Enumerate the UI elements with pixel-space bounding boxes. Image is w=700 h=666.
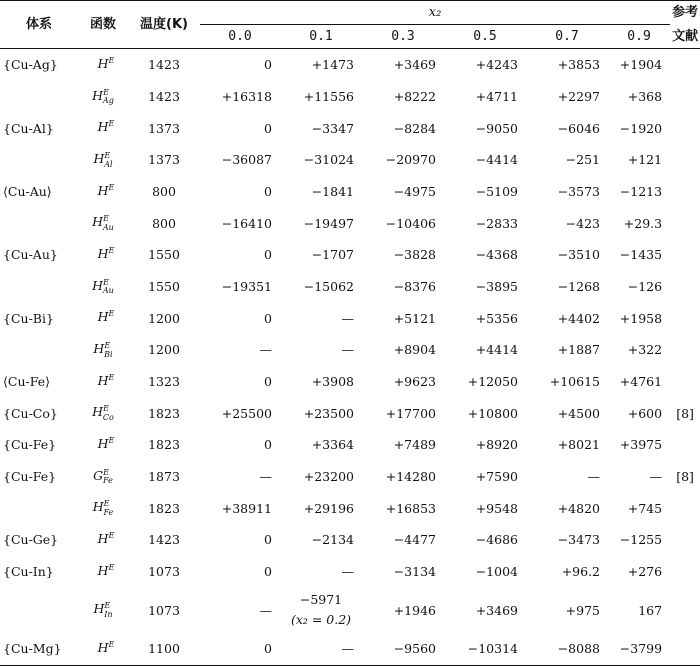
value-cell: +3469 <box>393 57 436 73</box>
function-letter: H <box>97 372 109 388</box>
table-row <box>0 334 700 366</box>
value-cell: −8376 <box>393 278 436 294</box>
table-row <box>0 492 700 524</box>
table-body <box>0 49 700 666</box>
function-symbol <box>78 112 128 144</box>
table-row <box>0 176 700 208</box>
function-symbol <box>78 633 128 665</box>
value-cell: 0 <box>264 373 272 389</box>
header-system: 体系 <box>0 1 78 49</box>
system-cell: ⟨Cu-Au⟩ <box>3 183 52 199</box>
function-symbol <box>78 524 128 556</box>
value-cell: +276 <box>627 563 663 579</box>
value-cell: −6046 <box>557 120 600 136</box>
function-symbol <box>78 366 128 398</box>
value-cell: +16318 <box>221 88 272 104</box>
function-letter: H <box>92 277 104 293</box>
reference-cell <box>670 112 700 144</box>
reference-cell <box>670 587 700 633</box>
function-superscript: E <box>108 562 115 572</box>
value-cell: +96.2 <box>561 563 600 579</box>
system-cell: {Cu-Fe} <box>3 437 57 453</box>
value-cell: +3975 <box>619 437 663 453</box>
value-cell: +12050 <box>467 373 518 389</box>
value-cell: −4686 <box>475 532 518 548</box>
function-symbol <box>78 207 128 239</box>
value-cell: +38911 <box>221 500 272 516</box>
function-subscript: Au <box>102 286 114 296</box>
value-cell: −31024 <box>303 152 354 168</box>
value-cell: +10800 <box>467 405 518 421</box>
value-cell: −10406 <box>385 215 436 231</box>
function-letter: H <box>92 499 104 515</box>
value-cell: +368 <box>627 88 663 104</box>
function-letter: H <box>97 309 109 325</box>
temperature-cell: 1823 <box>148 437 180 453</box>
temperature-cell: 800 <box>152 183 176 199</box>
function-superscript: E <box>104 150 111 160</box>
reference-cell <box>670 271 700 303</box>
value-cell: 0 <box>264 563 272 579</box>
value-cell: — <box>587 468 600 484</box>
function-superscript: E <box>108 119 115 129</box>
table-row <box>0 112 700 144</box>
header-ref-2: 文献 <box>670 25 700 49</box>
value-cell: 0 <box>264 532 272 548</box>
function-symbol <box>78 461 128 493</box>
reference-cell <box>670 81 700 113</box>
value-cell: +29.3 <box>623 215 663 231</box>
temperature-cell: 1873 <box>148 468 180 484</box>
value-cell: +5356 <box>475 310 518 326</box>
value-cell: −1707 <box>311 247 354 263</box>
temperature-cell: 1373 <box>148 120 180 136</box>
value-cell: −9050 <box>475 120 518 136</box>
function-subscript: Fe <box>102 476 113 486</box>
value-cell: +3469 <box>475 602 518 618</box>
value-cell: −2833 <box>475 215 518 231</box>
value-cell: +29196 <box>303 500 354 516</box>
value-cell: +16853 <box>385 500 436 516</box>
value-cell: — <box>259 342 272 358</box>
system-cell: {Cu-Ag} <box>3 57 58 73</box>
value-cell: +3853 <box>557 57 600 73</box>
value-cell: +4414 <box>475 342 518 358</box>
value-cell: 167 <box>638 602 663 618</box>
value-cell: +1904 <box>619 57 663 73</box>
value-cell: +1958 <box>619 310 663 326</box>
header-temperature: 温度(K) <box>128 1 200 49</box>
value-cell: +2297 <box>557 88 600 104</box>
temperature-cell: 1073 <box>148 563 180 579</box>
value-cell: — <box>649 468 663 484</box>
value-cell: 0 <box>200 633 280 665</box>
function-superscript: E <box>103 87 109 97</box>
temperature-cell: 1550 <box>148 247 180 263</box>
reference-cell: [8] <box>676 468 694 484</box>
table-row <box>0 587 700 633</box>
header-col: 0.5 <box>444 25 526 49</box>
function-subscript: Fe <box>103 507 114 517</box>
system-cell <box>0 144 78 176</box>
header-col: 0.3 <box>362 25 444 49</box>
function-superscript: E <box>103 467 109 477</box>
header-ref-1: 参考 <box>670 1 700 25</box>
function-letter: H <box>92 214 104 230</box>
reference-cell <box>670 239 700 271</box>
value-cell: −251 <box>565 152 600 168</box>
value-cell: −1435 <box>619 247 663 263</box>
function-letter: H <box>97 531 109 546</box>
reference-cell <box>670 556 700 588</box>
system-cell: {Cu-In} <box>3 563 54 579</box>
temperature-cell: 1073 <box>148 602 180 618</box>
temperature-cell: 1200 <box>148 310 180 326</box>
value-top: −5971 <box>299 592 343 608</box>
header-col: 0.7 <box>526 25 608 49</box>
temperature-cell: 1323 <box>148 373 180 389</box>
function-letter: H <box>97 56 109 72</box>
table-row <box>0 81 700 113</box>
value-cell: +17700 <box>385 405 436 421</box>
value-cell: −1255 <box>619 532 663 548</box>
value-cell: −19351 <box>221 278 272 294</box>
table-row <box>0 397 700 429</box>
system-cell <box>0 587 78 633</box>
function-symbol <box>78 556 128 588</box>
system-cell: {Cu-Co} <box>3 405 58 421</box>
value-cell: +4761 <box>619 373 663 389</box>
value-cell: −3134 <box>393 563 436 579</box>
system-cell: ⟨Cu-Fe⟩ <box>3 373 50 389</box>
table-row <box>0 271 700 303</box>
temperature-cell: 1100 <box>128 633 200 665</box>
reference-cell <box>670 524 700 556</box>
header-x2: x₂ <box>200 1 670 25</box>
value-cell: −20970 <box>385 152 436 168</box>
function-symbol <box>78 176 128 208</box>
function-symbol <box>78 334 128 366</box>
system-cell: {Cu-Mg} <box>0 633 78 665</box>
function-letter: H <box>97 119 109 135</box>
value-cell: −1920 <box>619 120 663 136</box>
value-cell: −1268 <box>557 278 600 294</box>
table-row <box>0 429 700 461</box>
value-cell: +4500 <box>557 405 600 421</box>
value-cell: +8222 <box>393 88 436 104</box>
table-row <box>0 556 700 588</box>
temperature-cell: 1423 <box>148 532 180 548</box>
function-symbol <box>78 429 128 461</box>
function-letter: H <box>92 404 104 420</box>
function-symbol <box>78 239 128 271</box>
value-cell: +8021 <box>557 437 600 453</box>
function-letter: H <box>93 601 105 617</box>
value-cell: +3908 <box>311 373 354 389</box>
function-superscript: E <box>103 404 109 414</box>
function-subscript: Co <box>102 412 114 422</box>
value-cell: −10314 <box>444 633 526 665</box>
value-cell: −3895 <box>475 278 518 294</box>
value-cell: +7590 <box>475 468 518 484</box>
header-function: 函数 <box>78 1 128 49</box>
system-cell: {Cu-Ge} <box>3 532 59 548</box>
value-cell: — <box>259 602 272 618</box>
table-row <box>0 461 700 493</box>
value-cell: 0 <box>264 437 272 453</box>
value-cell: −8284 <box>393 120 436 136</box>
reference-cell <box>670 334 700 366</box>
function-letter: G <box>93 467 104 483</box>
table-row <box>0 239 700 271</box>
value-cell: −19497 <box>303 215 354 231</box>
value-cell: −4414 <box>475 152 518 168</box>
reference-cell <box>670 429 700 461</box>
value-cell: −5109 <box>475 183 518 199</box>
value-cell: +4711 <box>475 88 518 104</box>
value-cell: −1213 <box>619 183 663 199</box>
value-cell: −126 <box>627 278 663 294</box>
system-cell: {Cu-Al} <box>3 120 54 136</box>
value-cell: — <box>341 310 354 326</box>
value-cell: −1004 <box>475 563 518 579</box>
table-row <box>0 207 700 239</box>
function-letter: H <box>93 341 105 357</box>
function-superscript: E <box>108 56 115 65</box>
function-superscript: E <box>103 499 110 509</box>
value-cell: +10615 <box>549 373 600 389</box>
reference-cell: [8] <box>676 405 694 421</box>
value-cell: — <box>341 342 354 358</box>
value-cell: −1841 <box>311 183 354 199</box>
header-col: 0.0 <box>200 25 280 49</box>
function-symbol <box>78 302 128 334</box>
temperature-cell: 1823 <box>148 500 180 516</box>
value-cell: +4820 <box>557 500 600 516</box>
value-cell-two-line <box>280 587 362 633</box>
temperature-cell: 1823 <box>148 405 180 421</box>
value-cell: −4975 <box>393 183 436 199</box>
temperature-cell: 1373 <box>148 152 180 168</box>
value-cell: 0 <box>264 183 272 199</box>
temperature-cell: 1423 <box>148 57 180 73</box>
value-cell: 0 <box>264 57 272 73</box>
header-col: 0.9 <box>608 25 670 49</box>
function-superscript: E <box>108 245 115 255</box>
function-superscript: E <box>104 601 111 611</box>
system-cell: {Cu-Au} <box>3 247 58 263</box>
function-symbol <box>78 397 128 429</box>
function-letter: H <box>92 87 104 103</box>
system-cell <box>0 492 78 524</box>
reference-cell <box>670 366 700 398</box>
value-cell: +975 <box>565 602 600 618</box>
function-superscript: E <box>108 182 115 192</box>
value-cell: — <box>280 633 362 665</box>
value-cell: +1473 <box>311 57 354 73</box>
value-cell: −16410 <box>221 215 272 231</box>
function-symbol <box>78 587 128 633</box>
value-cell: −4477 <box>393 532 436 548</box>
function-subscript: In <box>104 609 113 619</box>
function-subscript: Al <box>104 159 113 169</box>
table-row <box>0 144 700 176</box>
value-cell: +4402 <box>557 310 600 326</box>
value-cell: +23200 <box>303 468 354 484</box>
function-letter: H <box>97 562 109 578</box>
value-cell: −3510 <box>557 247 600 263</box>
value-cell: +7489 <box>393 437 436 453</box>
value-cell: 0 <box>264 247 272 263</box>
value-cell: −3573 <box>557 183 600 199</box>
function-letter: H <box>97 436 109 452</box>
value-cell: 0 <box>264 310 272 326</box>
value-cell: +9623 <box>393 373 436 389</box>
function-superscript: E <box>103 277 109 287</box>
value-cell: −9560 <box>362 633 444 665</box>
value-cell: −3828 <box>393 247 436 263</box>
function-symbol <box>78 144 128 176</box>
value-cell: −3799 <box>608 633 670 665</box>
value-cell: −15062 <box>303 278 354 294</box>
table-row <box>0 302 700 334</box>
table-row <box>0 49 700 81</box>
function-letter: H <box>97 640 109 656</box>
value-cell: +600 <box>627 405 663 421</box>
value-cell: +1887 <box>557 342 600 358</box>
function-letter: H <box>93 151 105 167</box>
value-cell: −8088 <box>526 633 608 665</box>
value-cell: +14280 <box>385 468 436 484</box>
value-cell: +3364 <box>311 437 354 453</box>
function-symbol <box>78 49 128 81</box>
temperature-cell: 1423 <box>148 88 180 104</box>
reference-cell <box>670 302 700 334</box>
function-subscript: Bi <box>104 349 113 359</box>
reference-cell <box>670 633 700 665</box>
value-cell: −2134 <box>311 532 354 548</box>
system-cell <box>0 334 78 366</box>
system-cell: {Cu-Fe} <box>3 468 57 484</box>
value-cell: −36087 <box>221 152 272 168</box>
system-cell <box>0 81 78 113</box>
function-superscript: E <box>103 214 109 224</box>
function-symbol <box>78 492 128 524</box>
reference-cell <box>670 176 700 208</box>
value-note: (x₂ = 0.2) <box>290 612 352 628</box>
function-superscript: E <box>104 340 111 350</box>
reference-cell <box>670 492 700 524</box>
system-cell: {Cu-Bi} <box>3 310 54 326</box>
table-row <box>0 524 700 556</box>
value-cell: +121 <box>627 152 663 168</box>
reference-cell <box>670 144 700 176</box>
value-cell: +8920 <box>475 437 518 453</box>
function-letter: H <box>97 246 109 262</box>
function-superscript: E <box>108 309 115 319</box>
system-cell <box>0 207 78 239</box>
temperature-cell: 800 <box>152 215 176 231</box>
function-superscript: E <box>108 640 115 650</box>
value-cell: +8904 <box>393 342 436 358</box>
function-symbol <box>78 271 128 303</box>
temperature-cell: 1550 <box>148 278 180 294</box>
table-row <box>0 366 700 398</box>
function-subscript: Ag <box>102 96 114 106</box>
value-cell: −4368 <box>475 247 518 263</box>
table-row <box>0 633 700 665</box>
value-cell: +4243 <box>475 57 518 73</box>
function-subscript: Au <box>102 222 114 232</box>
value-cell: +5121 <box>393 310 436 326</box>
value-cell: +23500 <box>303 405 354 421</box>
value-cell: −3473 <box>557 532 600 548</box>
value-cell: +745 <box>627 500 663 516</box>
value-cell: −3347 <box>311 120 354 136</box>
value-cell: +25500 <box>221 405 272 421</box>
value-cell: −423 <box>565 215 600 231</box>
value-cell: +1946 <box>393 602 436 618</box>
value-cell: +11556 <box>303 88 354 104</box>
value-cell: — <box>259 468 272 484</box>
function-superscript: E <box>108 435 115 445</box>
function-symbol <box>78 81 128 113</box>
function-letter: H <box>97 182 109 198</box>
header-row-1 <box>0 1 700 25</box>
value-cell: 0 <box>264 120 272 136</box>
value-cell: +9548 <box>475 500 518 516</box>
function-superscript: E <box>108 372 115 382</box>
value-cell: — <box>341 563 354 579</box>
reference-cell <box>670 207 700 239</box>
system-cell <box>0 271 78 303</box>
reference-cell <box>670 49 700 81</box>
header-col: 0.1 <box>280 25 362 49</box>
function-superscript: E <box>108 530 115 540</box>
temperature-cell: 1200 <box>148 342 180 358</box>
value-cell: +322 <box>627 342 663 358</box>
